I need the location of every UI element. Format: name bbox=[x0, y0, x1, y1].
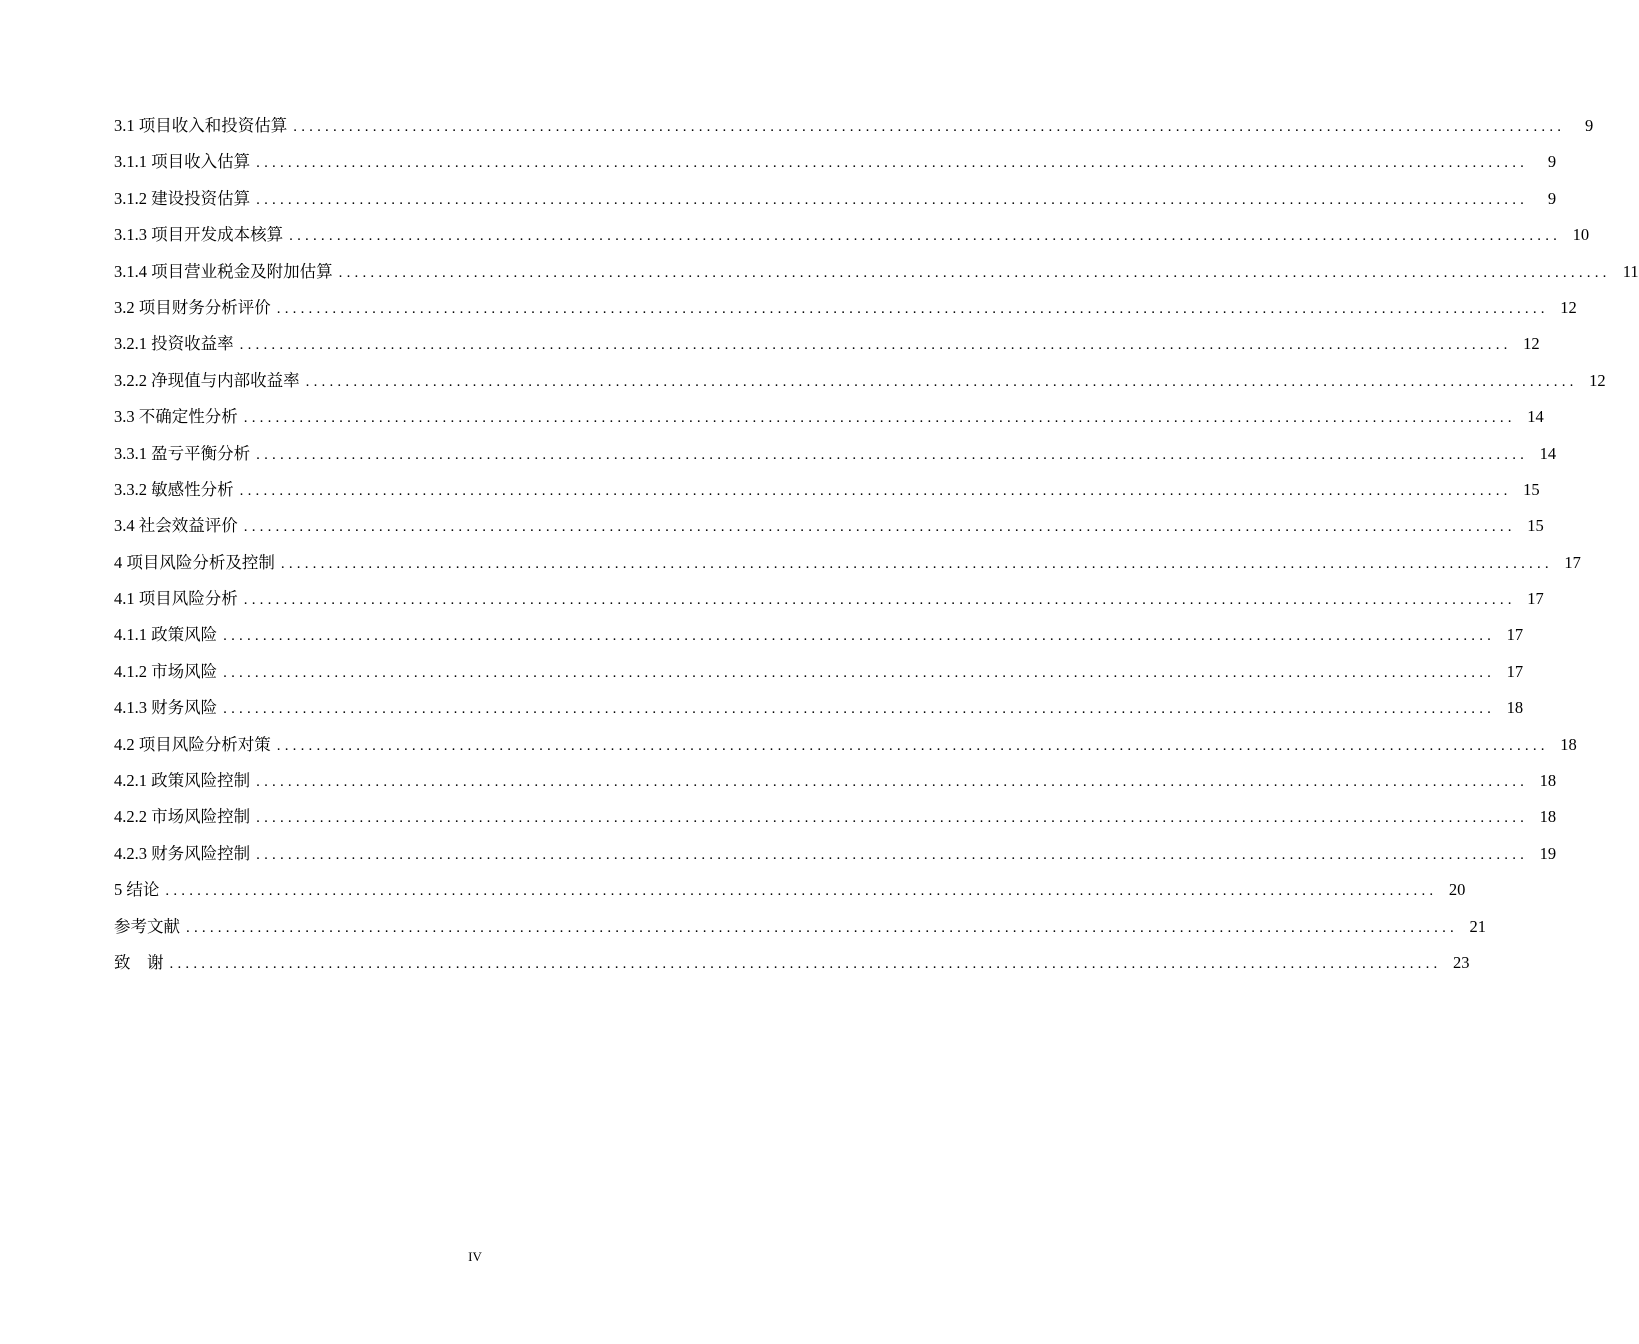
toc-entry-label: 3.1 项目收入和投资估算 bbox=[114, 116, 288, 135]
toc-entry-page: 18 bbox=[1560, 734, 1577, 754]
toc-entry-page: 12 bbox=[1589, 370, 1606, 390]
toc-entry[interactable] bbox=[114, 876, 1466, 912]
toc-entry-label: 3.2.2 净现值与内部收益率 bbox=[114, 370, 300, 390]
toc-entry-label: 4.1.3 财务风险 bbox=[114, 698, 218, 718]
dot-leader: ................................................................................................................................................................ bbox=[223, 664, 1496, 681]
toc-entry[interactable] bbox=[114, 658, 1524, 694]
toc-entry[interactable] bbox=[114, 913, 1486, 949]
toc-entry-label: 3.2.1 投资收益率 bbox=[114, 334, 234, 354]
toc-entry-page: 21 bbox=[1469, 916, 1486, 936]
toc-entry[interactable] bbox=[114, 221, 1590, 257]
toc-entry-page: 9 bbox=[1585, 116, 1594, 135]
toc-entry-page: 9 bbox=[1547, 188, 1557, 208]
dot-leader: ................................................................................................................................................................ bbox=[165, 883, 1438, 900]
page-number: IV bbox=[468, 1249, 482, 1264]
dot-leader: ................................................................................................................................................................ bbox=[256, 774, 1529, 791]
dot-leader: ................................................................................................................................................................ bbox=[289, 228, 1562, 245]
dot-leader: ................................................................................................................................................................ bbox=[243, 410, 1516, 427]
toc-entry-page: 11 bbox=[1622, 261, 1639, 281]
toc-entry-label: 4.2.1 政策风险控制 bbox=[114, 771, 251, 791]
dot-leader: ................................................................................................................................................................ bbox=[293, 119, 1566, 135]
toc-entry-label: 3.3 不确定性分析 bbox=[114, 407, 238, 427]
toc-entry-label: 4.1.1 政策风险 bbox=[114, 625, 218, 645]
dot-leader: ................................................................................................................................................................ bbox=[186, 919, 1458, 936]
toc-entry-page: 9 bbox=[1547, 152, 1557, 172]
toc-entry-page: 12 bbox=[1560, 297, 1577, 317]
toc-entry-page: 14 bbox=[1527, 407, 1544, 427]
toc-entry[interactable] bbox=[114, 112, 1594, 148]
toc-entry[interactable] bbox=[114, 949, 1470, 985]
toc-entry-label: 4.2 项目风险分析对策 bbox=[114, 734, 271, 754]
dot-leader: ................................................................................................................................................................ bbox=[305, 373, 1578, 390]
dot-leader: ................................................................................................................................................................ bbox=[256, 191, 1529, 208]
toc-entry[interactable] bbox=[114, 585, 1544, 621]
table-of-contents bbox=[114, 112, 1639, 985]
toc-entry-page: 17 bbox=[1506, 625, 1524, 645]
toc-entry[interactable] bbox=[114, 840, 1557, 876]
dot-leader: ................................................................................................................................................................ bbox=[223, 701, 1496, 718]
dot-leader: ................................................................................................................................................................ bbox=[239, 482, 1512, 499]
toc-entry-page: 10 bbox=[1572, 225, 1590, 245]
dot-leader: ................................................................................................................................................................ bbox=[256, 810, 1529, 827]
toc-entry-page: 12 bbox=[1523, 334, 1540, 354]
toc-entry-page: 18 bbox=[1539, 807, 1557, 827]
toc-entry-label: 4 项目风险分析及控制 bbox=[114, 552, 275, 572]
toc-entry-label: 4.1 项目风险分析 bbox=[114, 589, 238, 609]
toc-entry-page: 20 bbox=[1448, 880, 1466, 900]
toc-entry-page: 18 bbox=[1539, 771, 1557, 791]
toc-entry-page: 19 bbox=[1539, 843, 1557, 863]
toc-entry-page: 15 bbox=[1527, 516, 1544, 536]
dot-leader: ................................................................................................................................................................ bbox=[169, 955, 1442, 972]
toc-entry[interactable] bbox=[114, 185, 1557, 221]
toc-entry-label: 3.1.1 项目收入估算 bbox=[114, 152, 251, 172]
toc-entry[interactable] bbox=[114, 803, 1557, 839]
dot-leader: ................................................................................................................................................................ bbox=[239, 337, 1512, 354]
dot-leader: ................................................................................................................................................................ bbox=[223, 628, 1496, 645]
toc-entry-label: 3.1.3 项目开发成本核算 bbox=[114, 225, 284, 245]
dot-leader: ................................................................................................................................................................ bbox=[276, 737, 1549, 754]
toc-entry-label: 3.3.1 盈亏平衡分析 bbox=[114, 443, 251, 463]
dot-leader: ................................................................................................................................................................ bbox=[256, 846, 1529, 863]
toc-entry[interactable] bbox=[114, 512, 1544, 548]
toc-entry-label: 4.2.2 市场风险控制 bbox=[114, 807, 251, 827]
toc-entry-page: 17 bbox=[1527, 589, 1544, 609]
toc-entry[interactable] bbox=[114, 476, 1540, 512]
toc-entry[interactable] bbox=[114, 148, 1557, 184]
toc-entry-label: 致 谢 bbox=[114, 952, 164, 972]
toc-entry[interactable] bbox=[114, 403, 1544, 439]
toc-entry-label: 4.2.3 财务风险控制 bbox=[114, 843, 251, 863]
toc-entry[interactable] bbox=[114, 621, 1524, 657]
toc-entry-page: 17 bbox=[1506, 661, 1524, 681]
toc-entry-label: 3.3.2 敏感性分析 bbox=[114, 479, 234, 499]
toc-entry-label: 3.4 社会效益评价 bbox=[114, 516, 238, 536]
dot-leader: ................................................................................................................................................................ bbox=[243, 592, 1516, 609]
toc-entry[interactable] bbox=[114, 767, 1557, 803]
toc-entry[interactable] bbox=[114, 294, 1577, 330]
toc-entry[interactable] bbox=[114, 731, 1577, 767]
toc-entry-label: 5 结论 bbox=[114, 880, 160, 900]
toc-entry-label: 3.1.2 建设投资估算 bbox=[114, 188, 251, 208]
toc-entry[interactable] bbox=[114, 694, 1524, 730]
dot-leader: ................................................................................................................................................................ bbox=[338, 264, 1611, 281]
dot-leader: ................................................................................................................................................................ bbox=[276, 300, 1549, 317]
toc-entry-page: 18 bbox=[1506, 698, 1524, 718]
toc-entry[interactable] bbox=[114, 330, 1540, 366]
toc-entry[interactable] bbox=[114, 549, 1581, 585]
toc-entry[interactable] bbox=[114, 258, 1639, 294]
toc-entry-page: 14 bbox=[1539, 443, 1557, 463]
toc-entry[interactable] bbox=[114, 440, 1557, 476]
toc-entry-page: 23 bbox=[1453, 952, 1470, 972]
toc-entry-label: 3.2 项目财务分析评价 bbox=[114, 297, 271, 317]
dot-leader: ................................................................................................................................................................ bbox=[256, 155, 1529, 172]
toc-entry-page: 15 bbox=[1523, 479, 1540, 499]
dot-leader: ................................................................................................................................................................ bbox=[243, 519, 1516, 536]
toc-entry-label: 参考文献 bbox=[114, 916, 180, 936]
dot-leader: ................................................................................................................................................................ bbox=[280, 555, 1553, 572]
toc-entry-label: 3.1.4 项目营业税金及附加估算 bbox=[114, 261, 333, 281]
toc-entry[interactable] bbox=[114, 367, 1606, 403]
toc-entry-label: 4.1.2 市场风险 bbox=[114, 661, 218, 681]
toc-entry-page: 17 bbox=[1564, 552, 1581, 572]
dot-leader: ................................................................................................................................................................ bbox=[256, 446, 1529, 463]
